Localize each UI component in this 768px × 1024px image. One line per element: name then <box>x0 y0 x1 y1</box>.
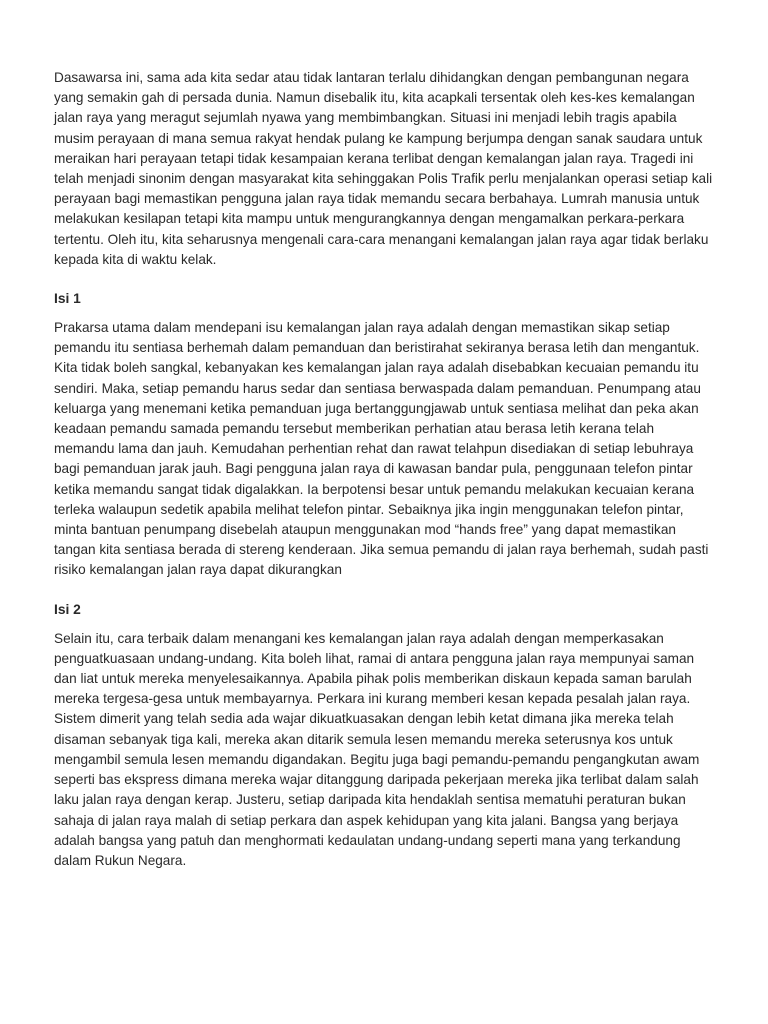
section-body-isi-2: Selain itu, cara terbaik dalam menangani kes kemalangan jalan raya adalah dengan memperkasakan penguatkuasaan undang-undang. Kita boleh lihat, ramai di antara pengguna jalan raya mempunyai saman dan liat untuk mereka menyelesaikannya. Apabila pihak polis memberikan diskaun kepada saman barulah mereka tergesa-gesa untuk membayarnya. Perkara ini kurang memberi kesan kepada pesalah jalan raya. Sistem dimerit yang telah sedia ada wajar dikuatkuasakan dengan lebih ketat dimana jika mereka telah disaman sebanyak tiga kali, mereka akan ditarik semula lesen memandu mereka seterusnya kos untuk mengambil semula lesen memandu digandakan. Begitu juga bagi pemandu-pemandu pengangkutan awam seperti bas ekspress dimana mereka wajar ditanggung daripada pekerjaan mereka jika terlibat dalam salah laku jalan raya dengan kerap. Justeru, setiap daripada kita hendaklah sentisa mematuhi peraturan bukan sahaja di jalan raya malah di setiap perkara dan aspek kehidupan yang kita jalani. Bangsa yang berjaya adalah bangsa yang patuh dan menghormati kedaulatan undang-undang seperti mana yang terkandung dalam Rukun Negara. <box>54 630 700 868</box>
section-body-isi-1: Prakarsa utama dalam mendepani isu kemalangan jalan raya adalah dengan memastikan sikap setiap pemandu itu sentiasa berhemah dalam pemanduan dan beristirahat sekiranya berasa letih dan mengantuk. Kita tidak boleh sangkal, kebanyakan kes kemalangan jalan raya adalah disebabkan kecuaian pemandu itu sendiri. Maka, setiap pemandu harus sedar dan sentiasa berwaspada dalam pemanduan. Penumpang atau keluarga yang menemani ketika pemanduan juga bertanggungjawab untuk sentiasa melihat dan peka akan keadaan pemandu samada pemandu tersebut memberikan perhatian atau berasa letih kerana telah memandu lama dan jauh. Kemudahan perhentian rehat dan rawat telahpun disediakan di setiap lebuhraya bagi pemanduan jarak jauh. Bagi pengguna jalan raya di kawasan bandar pula, penggunaan telefon pintar ketika memandu sangat tidak digalakkan. Ia berpotensi besar untuk pemandu melakukan kecuaian kerana terleka walaupun sedetik apabila melihat telefon pintar. Sebaiknya jika ingin menggunakan telefon pintar, minta bantuan penumpang disebelah ataupun menggunakan mod “hands free” yang dapat memastikan tangan kita sentiasa berada di stereng kenderaan. Jika semua pemandu di jalan raya berhemah, sudah pasti risiko kemalangan jalan raya dapat dikurangkan <box>54 320 709 578</box>
section-heading-isi-1: Isi 1 <box>54 291 81 307</box>
document-page <box>54 68 718 871</box>
intro-paragraph: Dasawarsa ini, sama ada kita sedar atau tidak lantaran terlalu dihidangkan dengan pembangunan negara yang semakin gah di persada dunia. Namun disebalik itu, kita acapkali tersentak oleh kes-kes kemalangan jalan raya yang meragut sejumlah nyawa yang membimbangkan. Situasi ini menjadi lebih tragis apabila musim perayaan di mana semua rakyat hendak pulang ke kampung berjumpa dengan sanak saudara untuk meraikan hari perayaan tetapi tidak kesampaian kerana terlibat dengan kemalangan jalan raya. Tragedi ini telah menjadi sinonim dengan masyarakat kita sehinggakan Polis Trafik perlu menjalankan operasi setiap kali perayaan bagi memastikan pengguna jalan raya tidak memandu secara berbahaya. Lumrah manusia untuk melakukan kesilapan tetapi kita mampu untuk mengurangkannya dengan mengamalkan perkara-perkara tertentu. Oleh itu, kita seharusnya mengenali cara-cara menangani kemalangan jalan raya agar tidak berlaku kepada kita di waktu kelak. <box>54 70 713 267</box>
section-heading-isi-2: Isi 2 <box>54 601 81 617</box>
